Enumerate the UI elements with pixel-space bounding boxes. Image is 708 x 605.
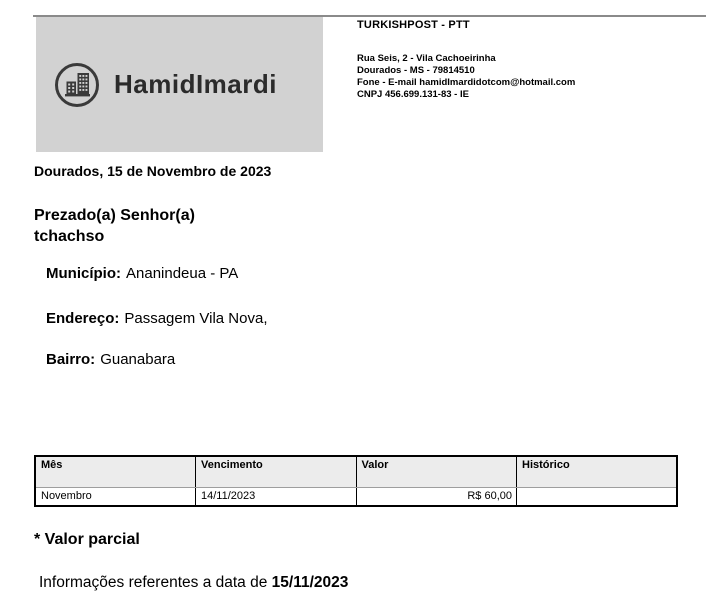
municipio-label: Município: (46, 265, 121, 282)
brand-name: HamidImardi (114, 69, 277, 99)
bairro-label: Bairro: (46, 351, 96, 368)
col-header-historico: Histórico (517, 456, 678, 487)
sender-address-line: Rua Seis, 2 - Vila Cachoeirinha (357, 53, 496, 64)
info-prefix: Informações referentes a data de (39, 574, 272, 591)
cell-historico (517, 487, 678, 506)
salutation-block (34, 205, 195, 247)
endereco-value: Passagem Vila Nova, (124, 310, 268, 327)
partial-value-footnote: * Valor parcial (34, 531, 140, 548)
sender-company-name: TURKISHPOST - PTT (357, 19, 470, 31)
cell-vencimento: 14/11/2023 (196, 487, 357, 506)
field-endereco (46, 310, 268, 327)
field-municipio (46, 265, 238, 282)
letter-date-line: Dourados, 15 de Novembro de 2023 (34, 163, 272, 179)
billing-table (34, 455, 678, 507)
bairro-value: Guanabara (100, 351, 176, 368)
recipient-name: tchachso (34, 228, 105, 245)
cell-mes: Novembro (35, 487, 196, 506)
salutation: Prezado(a) Senhor(a) (34, 207, 195, 224)
col-header-valor: Valor (356, 456, 517, 487)
sender-address-line: Fone - E-mail hamidImardidotcom@hotmail.com (357, 77, 576, 88)
company-logo-box (36, 17, 323, 152)
table-row (35, 487, 677, 506)
col-header-vencimento: Vencimento (196, 456, 357, 487)
field-bairro (46, 351, 175, 368)
municipio-value: Ananindeua - PA (126, 265, 239, 282)
cell-valor: R$ 60,00 (356, 487, 517, 506)
reference-info-line (39, 574, 348, 592)
sender-address-line: Dourados - MS - 79814510 (357, 65, 475, 76)
sender-address-line: CNPJ 456.699.131-83 - IE (357, 89, 469, 100)
endereco-label: Endereço: (46, 310, 120, 327)
sender-address (357, 53, 687, 101)
table-header-row (35, 456, 677, 487)
info-date: 15/11/2023 (271, 574, 349, 591)
buildings-icon (53, 61, 101, 109)
col-header-mes: Mês (35, 456, 196, 487)
sender-block (357, 19, 687, 101)
